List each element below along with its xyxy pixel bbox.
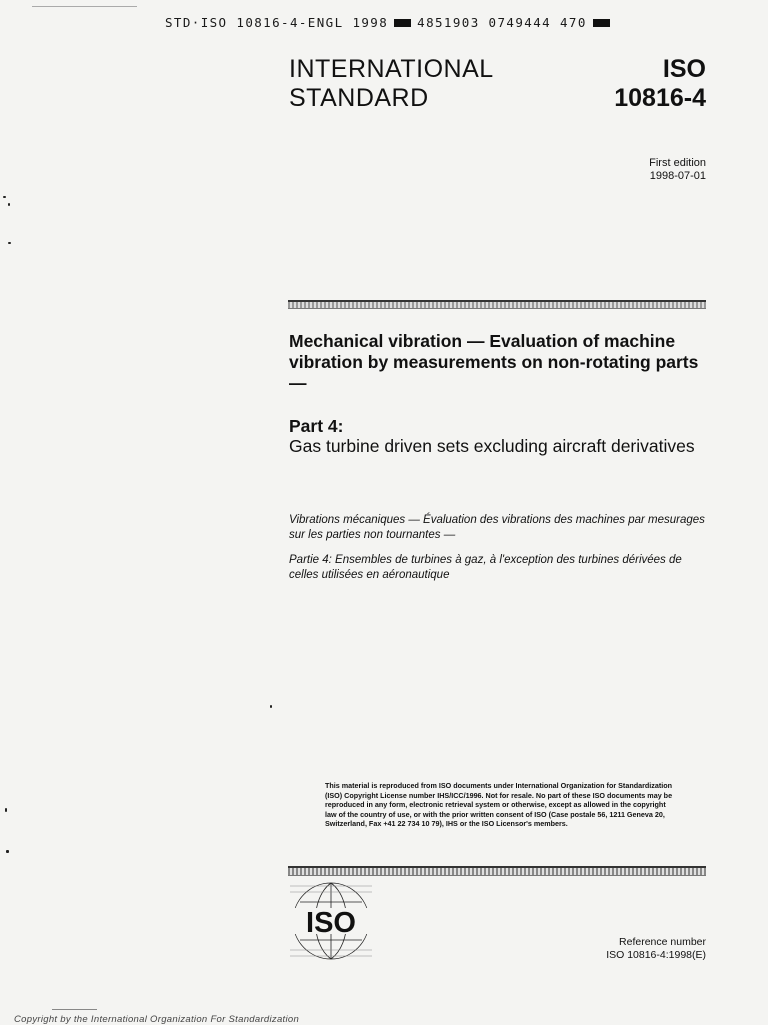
part-label: Part 4: [289,416,344,436]
iso-logo-text: ISO [306,907,356,939]
edition-info [649,157,706,183]
iso-logo [290,880,372,962]
standard-number: 10816-4 [614,84,706,112]
reference-number-block [606,936,706,962]
copyright-notice: This material is reproduced from ISO documents under International Organization for Standardization (ISO) Copyright License number IHS/ICC/1996. Not for resale. No part of these ISO documents may be reproduced in any form, electronic retrieval system or otherwise, except as allowed in the copyright law of the country of use, or with the prior written consent of ISO (Case postale 56, 1211 Geneva 20, Switzerland, Fax +41 22 734 10 79), IHS or the ISO Licensor's members. [325,781,673,828]
standard-org: ISO [662,55,706,83]
standard-identifier [614,55,706,113]
part-title: Gas turbine driven sets excluding aircraft derivatives [289,436,695,456]
footer-rule [52,1009,97,1010]
reference-label: Reference number [619,936,706,948]
scan-speck [8,242,11,244]
scan-speck [5,808,7,812]
redaction-block [593,19,610,27]
french-title: Vibrations mécaniques — Évaluation des vibrations des machines par mesurages sur les parties non tournantes — [289,514,705,541]
french-part-title: Partie 4: Ensembles de turbines à gaz, à l'exception des turbines dérivées de celles utilisées en aéronautique [289,554,682,581]
reference-number: ISO 10816-4:1998(E) [606,949,706,961]
edition-date: 1998-07-01 [649,170,706,182]
redaction-block [394,19,411,27]
header-code-part1: STD·ISO 10816-4-ENGL 1998 [165,15,389,30]
main-title: Mechanical vibration — Evaluation of machine vibration by measurements on non-rotating parts — [289,331,699,393]
bottom-divider [288,866,706,876]
footer-copyright: Copyright by the International Organization For Standardization [14,1014,300,1025]
scan-speck [3,196,6,198]
document-type-title [289,55,494,113]
scan-speck [8,203,10,206]
scan-speck [270,705,272,708]
top-divider [288,300,706,309]
title-line-1: INTERNATIONAL [289,55,494,83]
title-line-2: STANDARD [289,84,429,112]
scan-line [32,6,137,7]
document-header-code [165,15,616,30]
edition-label: First edition [649,157,706,169]
header-code-part2: 4851903 0749444 470 [417,15,587,30]
scan-speck [6,850,9,853]
